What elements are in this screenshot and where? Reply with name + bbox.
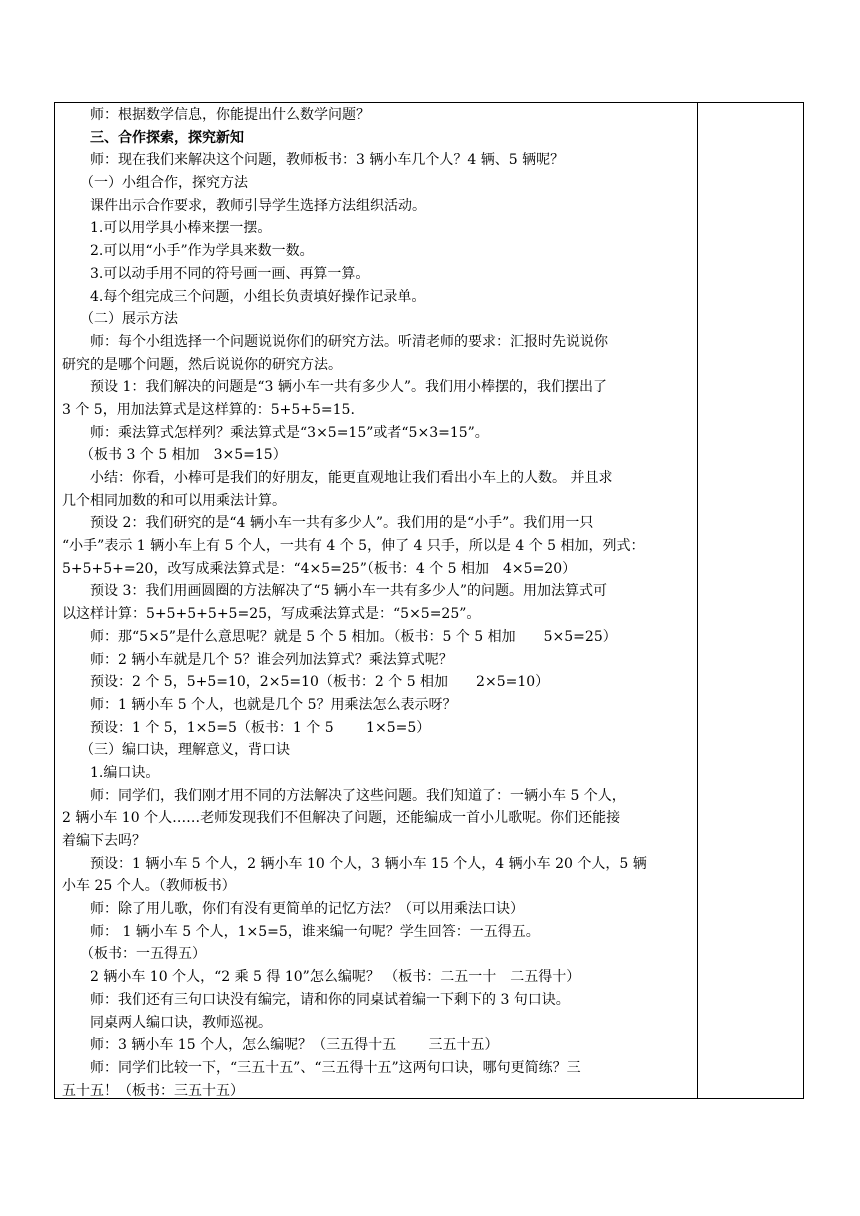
table-column-divider — [697, 102, 698, 1099]
text-line: 师：3 辆小车 15 个人，怎么编呢？（三五得十五 三五十五） — [90, 1037, 499, 1054]
text-line: 小车 25 个人。（教师板书） — [62, 878, 236, 895]
text-line: 研究的是哪个问题，然后说说你的研究方法。 — [62, 356, 342, 373]
section-heading: 三、合作探索，探究新知 — [90, 129, 244, 146]
text-line: 4.每个组完成三个问题，小组长负责填好操作记录单。 — [90, 288, 426, 305]
text-line: 预设：1 辆小车 5 个人，2 辆小车 10 个人，3 辆小车 15 个人，4 辆小车 20 个人，5 辆 — [90, 855, 647, 872]
text-line: 师：根据数学信息，你能提出什么数学问题？ — [90, 107, 370, 123]
text-line: 师：除了用儿歌，你们有没有更简单的记忆方法？（可以用乘法口诀） — [90, 901, 524, 918]
text-line: 师：2 辆小车就是几个 5？谁会列加法算式？乘法算式呢？ — [90, 651, 453, 668]
text-line: 3 个 5，用加法算式是这样算的：5+5+5=15. — [62, 401, 355, 418]
text-line: 以这样计算：5+5+5+5+5=25，写成乘法算式是：“5×5=25”。 — [62, 606, 481, 623]
text-line: “小手”表示 1 辆小车上有 5 个人，一共有 4 个 5，伸了 4 只手，所以是 4 个 5 相加，列式： — [62, 538, 645, 555]
text-line: 师：同学们比较一下，“三五十五”、“三五得十五”这两句口诀，哪句更简练？三 — [90, 1059, 581, 1076]
text-line: 同桌两人编口诀，教师巡视。 — [90, 1014, 272, 1031]
text-line: 预设 2：我们研究的是“4 辆小车一共有多少人”。我们用的是“小手”。我们用一只 — [90, 515, 594, 532]
text-line: 1.编口诀。 — [90, 764, 160, 781]
text-line: （二）展示方法 — [80, 311, 178, 328]
text-line: 2.可以用“小手”作为学具来数一数。 — [90, 243, 314, 260]
text-line: （一）小组合作，探究方法 — [80, 175, 248, 192]
text-line: 师：1 辆小车 5 个人，也就是几个 5？用乘法怎么表示呀？ — [90, 696, 457, 713]
text-line: 师：我们还有三句口诀没有编完，请和你的同桌试着编一下剩下的 3 句口诀。 — [90, 991, 570, 1008]
text-line: （板书：一五得五） — [80, 946, 206, 963]
text-line: 师：那“5×5”是什么意思呢？就是 5 个 5 相加。（板书：5 个 5 相加 5×5=25） — [90, 628, 617, 645]
text-line: 5+5+5+=20，改写成乘法算式是：“4×5=25”（板书：4 个 5 相加 4×5=20） — [62, 560, 577, 577]
text-line: 五十五！（板书：三五十五） — [62, 1082, 244, 1099]
text-line: 师： 1 辆小车 5 个人，1×5=5，谁来编一句呢？学生回答：一五得五。 — [90, 923, 540, 940]
text-line: 几个相同加数的和可以用乘法计算。 — [62, 492, 286, 509]
text-line: 预设：1 个 5，1×5=5（板书：1 个 5 1×5=5） — [90, 719, 431, 736]
text-line: 3.可以动手用不同的符号画一画、再算一算。 — [90, 265, 370, 282]
text-line: 课件出示合作要求，教师引导学生选择方法组织活动。 — [90, 197, 426, 214]
text-line: 预设：2 个 5，5+5=10，2×5=10（板书：2 个 5 相加 2×5=10） — [90, 674, 550, 691]
text-line: 师：每个小组选择一个问题说说你们的研究方法。听清老师的要求：汇报时先说说你 — [90, 333, 608, 350]
text-line: 师：乘法算式怎样列？乘法算式是“3×5=15”或者“5×3=15”。 — [90, 424, 489, 441]
text-line: 2 辆小车 10 个人，“2 乘 5 得 10”怎么编呢？ （板书：二五一十 二五得十） — [90, 969, 581, 986]
text-line: 1.可以用学具小棒来摆一摆。 — [90, 220, 272, 237]
text-line: 预设 1：我们解决的问题是“3 辆小车一共有多少人”。我们用小棒摆的，我们摆出了 — [90, 379, 608, 396]
text-line: （三）编口诀，理解意义，背口诀 — [80, 742, 290, 759]
text-line: 2 辆小车 10 个人……老师发现我们不但解决了问题，还能编成一首小儿歌呢。你们还能接 — [62, 810, 621, 827]
text-line: 师：现在我们来解决这个问题，教师板书：3 辆小车几个人？4 辆、5 辆呢？ — [90, 152, 565, 169]
text-line: 预设 3：我们用画圆圈的方法解决了“5 辆小车一共有多少人”的问题。用加法算式可 — [90, 583, 608, 600]
lesson-content-cell — [62, 104, 692, 1102]
text-line: 着编下去吗？ — [62, 833, 146, 849]
text-line: （板书 3 个 5 相加 3×5=15） — [80, 447, 287, 464]
text-line: 师：同学们，我们刚才用不同的方法解决了这些问题。我们知道了：一辆小车 5 个人， — [90, 787, 626, 804]
text-line: 小结：你看，小棒可是我们的好朋友，能更直观地让我们看出小车上的人数。 并且求 — [90, 470, 613, 486]
